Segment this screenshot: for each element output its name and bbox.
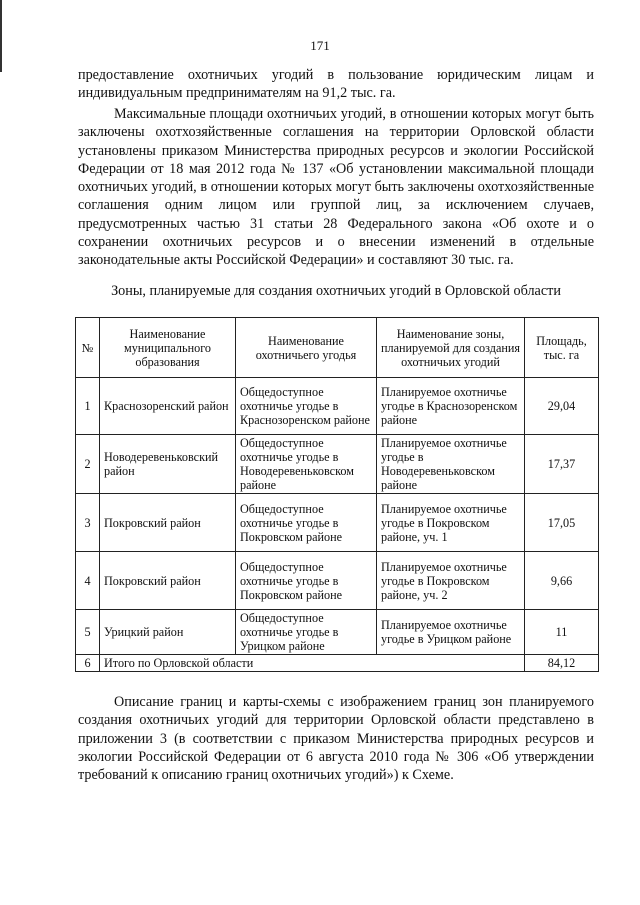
- row-municipality: Новодеревеньковский район: [100, 435, 236, 494]
- row-municipality: Покровский район: [100, 552, 236, 610]
- header-num: №: [76, 318, 100, 378]
- table-row: [76, 552, 599, 610]
- row-zone: Планируемое охотничье угодье в Краснозоренском районе: [377, 378, 525, 435]
- row-zone: Планируемое охотничье угодье в Покровском районе, уч. 2: [377, 552, 525, 610]
- row-area: 11: [525, 610, 599, 655]
- total-num: 6: [76, 655, 100, 672]
- row-zone: Планируемое охотничье угодье в Урицком районе: [377, 610, 525, 655]
- row-num: 2: [76, 435, 100, 494]
- total-label: Итого по Орловской области: [100, 655, 525, 672]
- paragraph-top: предоставление охотничьих угодий в пользование юридическим лицам и индивидуальным предпринимателям на 91,2 тыс. га.: [78, 67, 594, 102]
- table-row: [76, 494, 599, 552]
- row-area: 9,66: [525, 552, 599, 610]
- table-row: [76, 435, 599, 494]
- row-hunting-ground: Общедоступное охотничье угодье в Покровском районе: [236, 494, 377, 552]
- row-hunting-ground: Общедоступное охотничье угодье в Покровском районе: [236, 552, 377, 610]
- row-area: 29,04: [525, 378, 599, 435]
- total-area: 84,12: [525, 655, 599, 672]
- row-num: 1: [76, 378, 100, 435]
- row-municipality: Урицкий район: [100, 610, 236, 655]
- row-num: 5: [76, 610, 100, 655]
- page-edge-mark: [0, 0, 2, 72]
- row-municipality: Покровский район: [100, 494, 236, 552]
- paragraph-max-area: Максимальные площади охотничьих угодий, в отношении которых могут быть заключены охотхозяйственные соглашения на территории Орловской области установлены приказом Министерства природных ресурсов и экологии Российской Федерации от 18 мая 2012 года № 137 «Об установлении максимальной площади охотничьих угодий, в отношении которых могут быть заключены охотхозяйственные соглашения одним лицом или группой лиц, за исключением случаев, предусмотренных частью 31 статьи 28 Федерального закона «Об охоте и о сохранении охотничьих ресурсов и о внесении изменений в отдельные законодательные акты Российской Федерации» и составляют 30 тыс. га.: [78, 106, 594, 269]
- hunting-zones-table: [75, 317, 599, 672]
- header-zone: Наименование зоны, планируемой для создания охотничьих угодий: [377, 318, 525, 378]
- row-num: 3: [76, 494, 100, 552]
- row-area: 17,05: [525, 494, 599, 552]
- header-municipality: Наименование муниципального образования: [100, 318, 236, 378]
- row-hunting-ground: Общедоступное охотничье угодье в Краснозоренском районе: [236, 378, 377, 435]
- row-hunting-ground: Общедоступное охотничье угодье в Новодеревеньковском районе: [236, 435, 377, 494]
- paragraph-description: Описание границ и карты-схемы с изображением границ зон планируемого создания охотничьих угодий для территории Орловской области представлено в приложении 3 (в соответствии с приказом Министерства природных ресурсов и экологии Российской Федерации от 6 августа 2010 года № 306 «Об утверждении требований к описанию границ охотничьих угодий») к Схеме.: [78, 694, 594, 784]
- header-hunting-ground: Наименование охотничьего угодья: [236, 318, 377, 378]
- table-total-row: [76, 655, 599, 672]
- row-zone: Планируемое охотничье угодье в Покровском районе, уч. 1: [377, 494, 525, 552]
- table-caption: Зоны, планируемые для создания охотничьих угодий в Орловской области: [111, 283, 561, 299]
- row-zone: Планируемое охотничье угодье в Новодеревеньковском районе: [377, 435, 525, 494]
- table-row: [76, 378, 599, 435]
- row-area: 17,37: [525, 435, 599, 494]
- table-row: [76, 610, 599, 655]
- page-number: 171: [310, 38, 330, 53]
- row-num: 4: [76, 552, 100, 610]
- header-area: Площадь, тыс. га: [525, 318, 599, 378]
- row-hunting-ground: Общедоступное охотничье угодье в Урицком районе: [236, 610, 377, 655]
- table-header-row: [76, 318, 599, 378]
- row-municipality: Краснозоренский район: [100, 378, 236, 435]
